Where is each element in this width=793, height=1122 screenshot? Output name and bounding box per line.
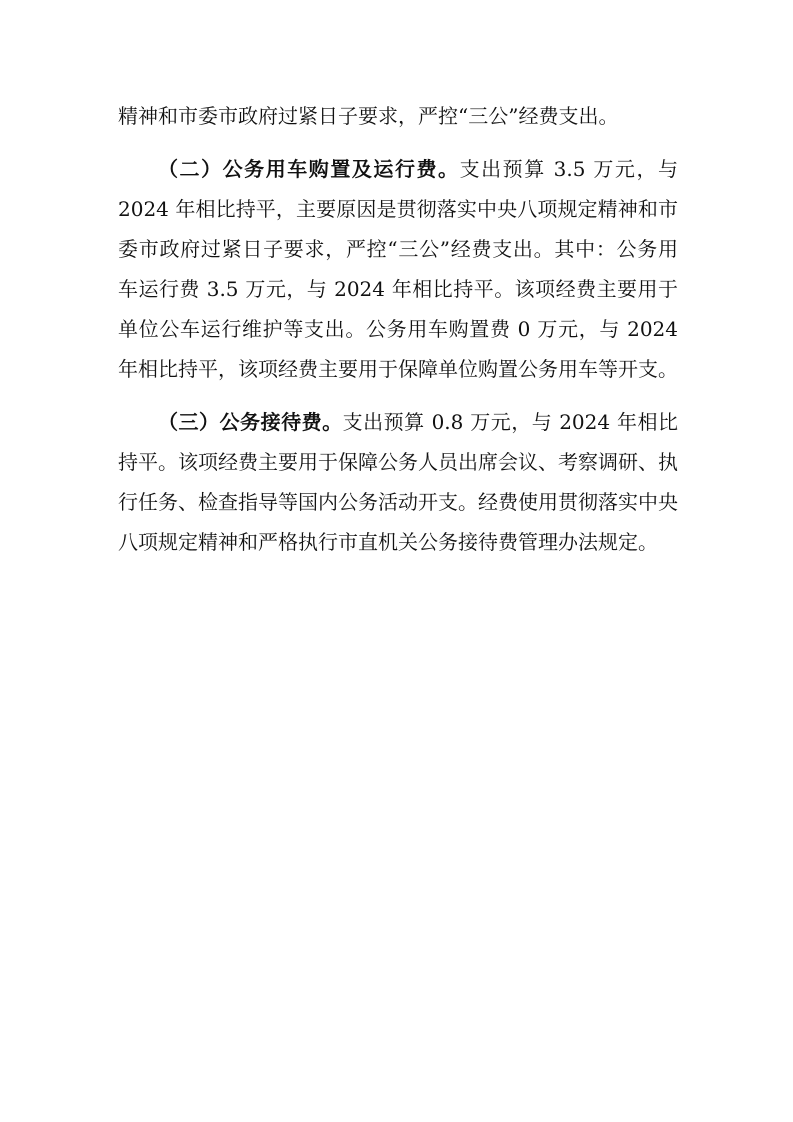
paragraph-text: 支出预算 0.8 万元，与 2024 年相比持平。该项经费主要用于保障公务人员出席会议、考察调研、执行任务、检查指导等国内公务活动开支。经费使用贯彻落实中央八项规定精神和严格执行市直机关公务接待费管理办法规定。 <box>118 410 678 554</box>
section-heading-vehicle: （二）公务用车购置及运行费。 <box>158 157 460 181</box>
paragraph-text: 支出预算 3.5 万元，与 2024 年相比持平，主要原因是贯彻落实中央八项规定精神和市委市政府过紧日子要求，严控“三公”经费支出。其中：公务用车运行费 3.5 万元，与 2024 年相比持平。该项经费主要用于单位公车运行维护等支出。公务用车购置费 0 万元，与 2024 年相比持平，该项经费主要用于保障单位购置公务用车等开支。 <box>118 157 678 381</box>
paragraph-continuation <box>118 96 678 136</box>
document-body <box>118 96 678 562</box>
paragraph-vehicle-costs <box>118 149 678 389</box>
section-heading-reception: （三）公务接待费。 <box>158 410 343 434</box>
paragraph-text: 精神和市委市政府过紧日子要求，严控“三公”经费支出。 <box>118 104 619 128</box>
paragraph-reception-costs <box>118 402 678 562</box>
